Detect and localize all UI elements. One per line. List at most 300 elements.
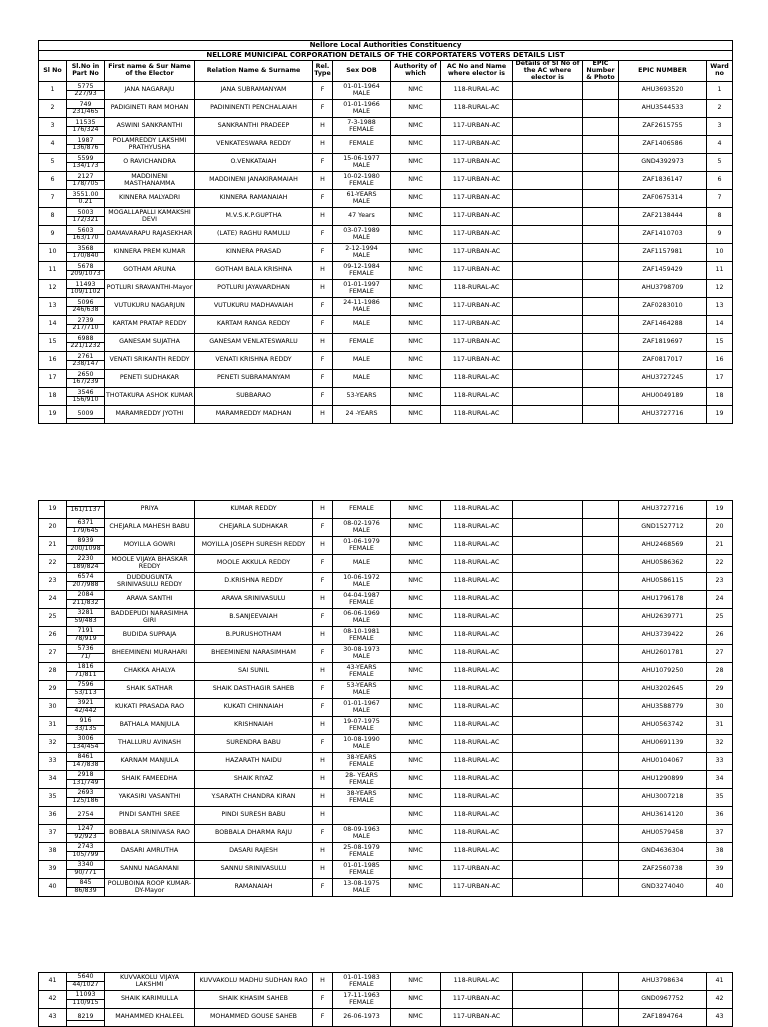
authority: NMC [391,100,441,118]
part-ref: 33/135 [74,725,97,732]
epic-number: AHU0586115 [619,573,707,591]
serial-number: 18 [39,388,67,406]
ac-serial-details [513,226,583,244]
epic-number: AHU0586362 [619,555,707,573]
relation-type: F [313,645,333,663]
authority: NMC [391,388,441,406]
part-serial: 3921 [67,700,104,708]
sex-dob [333,627,391,645]
serial-number: 6 [39,172,67,190]
epic-photo [583,1009,619,1027]
table-row [39,388,733,406]
epic-photo [583,388,619,406]
elector-name: DAMAVARAPU RAJASEKHAR [105,226,195,244]
part-number [67,663,105,681]
relation-name: KINNERA RAMANAIAH [195,190,313,208]
relation-type: H [313,771,333,789]
part-serial: 2693 [67,790,104,798]
sex-dob [333,370,391,388]
ward-number: 29 [707,681,733,699]
serial-number: 26 [39,627,67,645]
authority: NMC [391,861,441,879]
part-ref: 179/645 [72,527,99,534]
ward-number: 23 [707,573,733,591]
dob: 03-07-1989 [343,227,380,235]
ward-number: 39 [707,861,733,879]
table-row [39,609,733,627]
part-ref: 131/749 [72,779,99,786]
authority: NMC [391,973,441,991]
ac-name: 118-RURAL-AC [441,280,513,298]
part-ref: 109/1102 [70,288,101,296]
ac-serial-details [513,681,583,699]
column-header: Authority of which [391,61,441,82]
part-ref: 136/876 [72,144,99,152]
relation-type: H [313,406,333,424]
part-serial: 8461 [67,754,104,762]
ward-number: 10 [707,244,733,262]
epic-number: ZAF0817017 [619,352,707,370]
epic-number: AHU0104067 [619,753,707,771]
relation-type: H [313,118,333,136]
ward-number: 31 [707,717,733,735]
part-number [67,807,105,825]
ac-serial-details [513,555,583,573]
sex-dob [333,681,391,699]
elector-name: KUVVAKOLU VIJAYA LAKSHMI [105,973,195,991]
part-serial: 1816 [67,664,104,672]
ward-number: 9 [707,226,733,244]
ac-name: 118-RURAL-AC [441,717,513,735]
serial-number: 12 [39,280,67,298]
dob: 2-12-1994 [345,245,378,253]
relation-name: VUTUKURU MADHAVAIAH [195,298,313,316]
ac-name: 117-URBAN-AC [441,244,513,262]
authority: NMC [391,681,441,699]
ward-number: 8 [707,208,733,226]
sex-dob [333,118,391,136]
part-ref: 189/824 [72,563,99,570]
ward-number: 19 [707,501,733,519]
sex: FEMALE [349,670,374,678]
relation-type: F [313,154,333,172]
epic-number: ZAF2138444 [619,208,707,226]
part-serial: 8939 [67,538,104,546]
ward-number: 12 [707,280,733,298]
relation-type: F [313,519,333,537]
relation-type: F [313,991,333,1009]
elector-name: THALLURU AVINASH [105,735,195,753]
dob: 26-06-1973 [343,1013,380,1021]
epic-number: AHU0691139 [619,735,707,753]
ac-serial-details [513,807,583,825]
relation-type: F [313,82,333,100]
ac-name: 118-RURAL-AC [441,843,513,861]
authority: NMC [391,771,441,789]
part-ref: 156/910 [72,396,99,404]
part-number [67,861,105,879]
serial-number: 1 [39,82,67,100]
ward-number: 15 [707,334,733,352]
sex-dob [333,501,391,519]
elector-name: GANESAM SUJATHA [105,334,195,352]
epic-number: ZAF1410703 [619,226,707,244]
relation-name: B.SANJEEVAIAH [195,609,313,627]
elector-name: BHEEMINENI MURAHARI [105,645,195,663]
table-row [39,370,733,388]
part-serial: 2739 [67,318,104,326]
relation-type: H [313,280,333,298]
part-ref: 246/638 [72,306,99,314]
relation-type: F [313,555,333,573]
table-row [39,991,733,1009]
table-row [39,519,733,537]
epic-number: ZAF1836147 [619,172,707,190]
dob: 24-11-1986 [343,299,380,307]
dob: 01-01-1985 [343,861,380,869]
authority: NMC [391,537,441,555]
ac-name: 117-URBAN-AC [441,226,513,244]
table-row [39,807,733,825]
serial-number: 2 [39,100,67,118]
sex-dob [333,82,391,100]
serial-number: 7 [39,190,67,208]
part-ref: 0.21 [78,198,93,206]
dob: 04-04-1987 [343,591,380,599]
relation-name: SURENDRA BABU [195,735,313,753]
ac-serial-details [513,316,583,334]
authority: NMC [391,208,441,226]
sex: FEMALE [349,140,374,148]
part-number [67,172,105,190]
sex-dob [333,555,391,573]
ac-name: 118-RURAL-AC [441,735,513,753]
serial-number: 23 [39,573,67,591]
ac-serial-details [513,645,583,663]
authority: NMC [391,334,441,352]
ac-name: 118-RURAL-AC [441,388,513,406]
part-ref: 163/170 [72,234,99,242]
relation-name: MOYILLA JOSEPH SURESH REDDY [195,537,313,555]
part-number [67,973,105,991]
table-row [39,280,733,298]
epic-number: AHU3202645 [619,681,707,699]
ward-number: 7 [707,190,733,208]
relation-name: Y.SARATH CHANDRA KIRAN [195,789,313,807]
column-header: AC No and Name where elector is [441,61,513,82]
relation-name: SANNU SRINIVASULU [195,861,313,879]
dob: 38-YEARS [346,753,377,761]
ac-name: 118-RURAL-AC [441,591,513,609]
authority: NMC [391,699,441,717]
authority: NMC [391,609,441,627]
table-row [39,735,733,753]
epic-number: AHU1079250 [619,663,707,681]
ac-name: 117-URBAN-AC [441,118,513,136]
epic-photo [583,627,619,645]
part-number [67,645,105,663]
part-number [67,843,105,861]
part-number [67,681,105,699]
relation-type: F [313,370,333,388]
ward-number: 16 [707,352,733,370]
elector-name: KARNAM MANJULA [105,753,195,771]
serial-number: 25 [39,609,67,627]
epic-photo [583,501,619,519]
sex-dob [333,388,391,406]
epic-number: AHU1290899 [619,771,707,789]
epic-number: AHU3798634 [619,973,707,991]
table-row [39,118,733,136]
ac-name: 117-URBAN-AC [441,154,513,172]
epic-photo [583,555,619,573]
ac-serial-details [513,771,583,789]
authority: NMC [391,172,441,190]
elector-name: O RAVICHANDRA [105,154,195,172]
elector-name: MOGALLAPALLI KAMAKSHI DEVI [105,208,195,226]
relation-name: M.V.S.K.P.GUPTHA [195,208,313,226]
elector-name: POTLURI SRAVANTHI-Mayor [105,280,195,298]
sex: FEMALE [349,179,374,187]
ward-number: 41 [707,973,733,991]
authority: NMC [391,645,441,663]
ac-name: 118-RURAL-AC [441,699,513,717]
part-serial: 3546 [67,390,104,398]
serial-number: 36 [39,807,67,825]
elector-name: GOTHAM ARUNA [105,262,195,280]
elector-name: MOOLE VIJAYA BHASKAR REDDY [105,555,195,573]
ac-serial-details [513,519,583,537]
part-number [67,316,105,334]
relation-name: ARAVA SRINIVASULU [195,591,313,609]
part-ref: 71/ [80,653,91,660]
part-number [67,190,105,208]
part-serial: 5640 [67,974,104,982]
dob: 43-YEARS [346,663,377,671]
elector-name: PENETI SUDHAKAR [105,370,195,388]
sex: MALE [352,89,371,97]
column-header: EPIC NUMBER [619,61,707,82]
ac-name: 118-RURAL-AC [441,82,513,100]
sex: MALE [352,374,371,382]
table-row [39,298,733,316]
dob: 61-YEARS [346,191,377,199]
part-serial: 6371 [67,520,104,528]
epic-number: AHU0579458 [619,825,707,843]
sex-dob [333,663,391,681]
ward-number: 36 [707,807,733,825]
part-serial: 5009 [67,411,104,419]
relation-type: H [313,973,333,991]
elector-name: CHAKKA AHALYA [105,663,195,681]
table-row [39,699,733,717]
sex: MALE [352,742,371,750]
relation-type: H [313,262,333,280]
sex: FEMALE [349,125,374,133]
authority: NMC [391,190,441,208]
table-row [39,861,733,879]
sex-dob [333,771,391,789]
ward-number: 30 [707,699,733,717]
part-ref: 105/799 [72,851,99,858]
part-serial: 5775 [67,84,104,92]
part-number [67,388,105,406]
serial-number: 40 [39,879,67,897]
table-row [39,244,733,262]
authority: NMC [391,262,441,280]
epic-photo [583,681,619,699]
sex: MALE [352,305,371,313]
elector-name: SHAIK SATHAR [105,681,195,699]
epic-photo [583,861,619,879]
dob: 10-06-1972 [343,573,380,581]
serial-number: 10 [39,244,67,262]
table-row [39,537,733,555]
table-row [39,789,733,807]
relation-name: JANA SUBRAMANYAM [195,82,313,100]
ac-serial-details [513,136,583,154]
part-ref: 86/839 [74,887,97,894]
authority: NMC [391,627,441,645]
relation-name: MARAMREDDY MADHAN [195,406,313,424]
authority: NMC [391,753,441,771]
ac-serial-details [513,627,583,645]
part-serial: 5736 [67,646,104,654]
elector-name: KUKATI PRASADA RAO [105,699,195,717]
ward-number: 40 [707,879,733,897]
sex-dob [333,316,391,334]
epic-number: GND1527712 [619,519,707,537]
serial-number: 17 [39,370,67,388]
ac-name: 118-RURAL-AC [441,645,513,663]
epic-number: ZAF0283010 [619,298,707,316]
dob: 47 Years [348,212,375,220]
part-ref: 176/324 [72,126,99,134]
table-row [39,573,733,591]
ac-name: 118-RURAL-AC [441,627,513,645]
ward-number: 19 [707,406,733,424]
authority: NMC [391,154,441,172]
relation-name: D.KRISHNA REDDY [195,573,313,591]
relation-name: O.VENKATAIAH [195,154,313,172]
ward-number: 38 [707,843,733,861]
elector-name: DUDDUGUNTA SRINIVASULU REDDY [105,573,195,591]
ac-serial-details [513,100,583,118]
epic-number: AHU3727245 [619,370,707,388]
sex-dob [333,645,391,663]
column-header: Sex DOB [333,61,391,82]
epic-number: ZAF1157981 [619,244,707,262]
relation-name: POTLURI JAYAVARDHAN [195,280,313,298]
authority: NMC [391,1009,441,1027]
relation-type: F [313,298,333,316]
sex-dob [333,973,391,991]
elector-name: MARAMREDDY JYOTHI [105,406,195,424]
relation-type: H [313,717,333,735]
ward-number: 18 [707,388,733,406]
relation-type: F [313,609,333,627]
epic-photo [583,226,619,244]
epic-photo [583,519,619,537]
epic-number: AHU3007218 [619,789,707,807]
ac-name: 118-RURAL-AC [441,753,513,771]
epic-photo [583,879,619,897]
sex-dob [333,208,391,226]
sex: MALE [352,107,371,115]
ac-serial-details [513,388,583,406]
relation-name: CHEJARLA SUDHAKAR [195,519,313,537]
part-serial: 749 [67,102,104,110]
part-number [67,352,105,370]
voters-table-page-2 [38,500,733,897]
sex: MALE [352,616,371,624]
dob: 25-08-1979 [343,843,380,851]
part-serial: 2754 [67,812,104,820]
sex-dob [333,991,391,1009]
authority: NMC [391,352,441,370]
epic-number: AHU3614120 [619,807,707,825]
table-row [39,879,733,897]
table-row [39,154,733,172]
elector-name: PRIYA [105,501,195,519]
authority: NMC [391,555,441,573]
column-header: Sl No [39,61,67,82]
part-serial: 11493 [67,282,104,290]
authority: NMC [391,316,441,334]
epic-number: GND4392973 [619,154,707,172]
epic-photo [583,406,619,424]
authority: NMC [391,244,441,262]
ac-serial-details [513,406,583,424]
authority: NMC [391,519,441,537]
ward-number: 26 [707,627,733,645]
elector-name: KINNERA PREM KUMAR [105,244,195,262]
ac-serial-details [513,825,583,843]
ward-number: 6 [707,172,733,190]
relation-name: SHAIK KHASIM SAHEB [195,991,313,1009]
part-number [67,100,105,118]
dob: 38-YEARS [346,789,377,797]
sex: FEMALE [349,598,374,606]
table-row [39,627,733,645]
part-number [67,118,105,136]
part-ref: 170/840 [72,252,99,260]
part-ref: 167/239 [72,378,99,386]
epic-photo [583,537,619,555]
relation-name: RAMANAIAH [195,879,313,897]
elector-name: BADDEPUDI NARASIMHA GIRI [105,609,195,627]
part-serial: 2650 [67,372,104,380]
ward-number: 17 [707,370,733,388]
ac-name: 118-RURAL-AC [441,501,513,519]
ward-number: 22 [707,555,733,573]
elector-name: SHAIK KARIMULLA [105,991,195,1009]
sex-dob [333,136,391,154]
ac-name: 117-URBAN-AC [441,172,513,190]
sex-dob [333,537,391,555]
ac-serial-details [513,370,583,388]
ward-number: 5 [707,154,733,172]
elector-name: MADDINENI MASTHANAMMA [105,172,195,190]
sex-dob [333,190,391,208]
part-serial: 6574 [67,574,104,582]
part-ref: 221/1232 [70,342,101,350]
part-serial: 2743 [67,844,104,852]
serial-number: 3 [39,118,67,136]
ac-name: 118-RURAL-AC [441,609,513,627]
part-serial: 5678 [67,264,104,272]
relation-name: SUBBARAO [195,388,313,406]
